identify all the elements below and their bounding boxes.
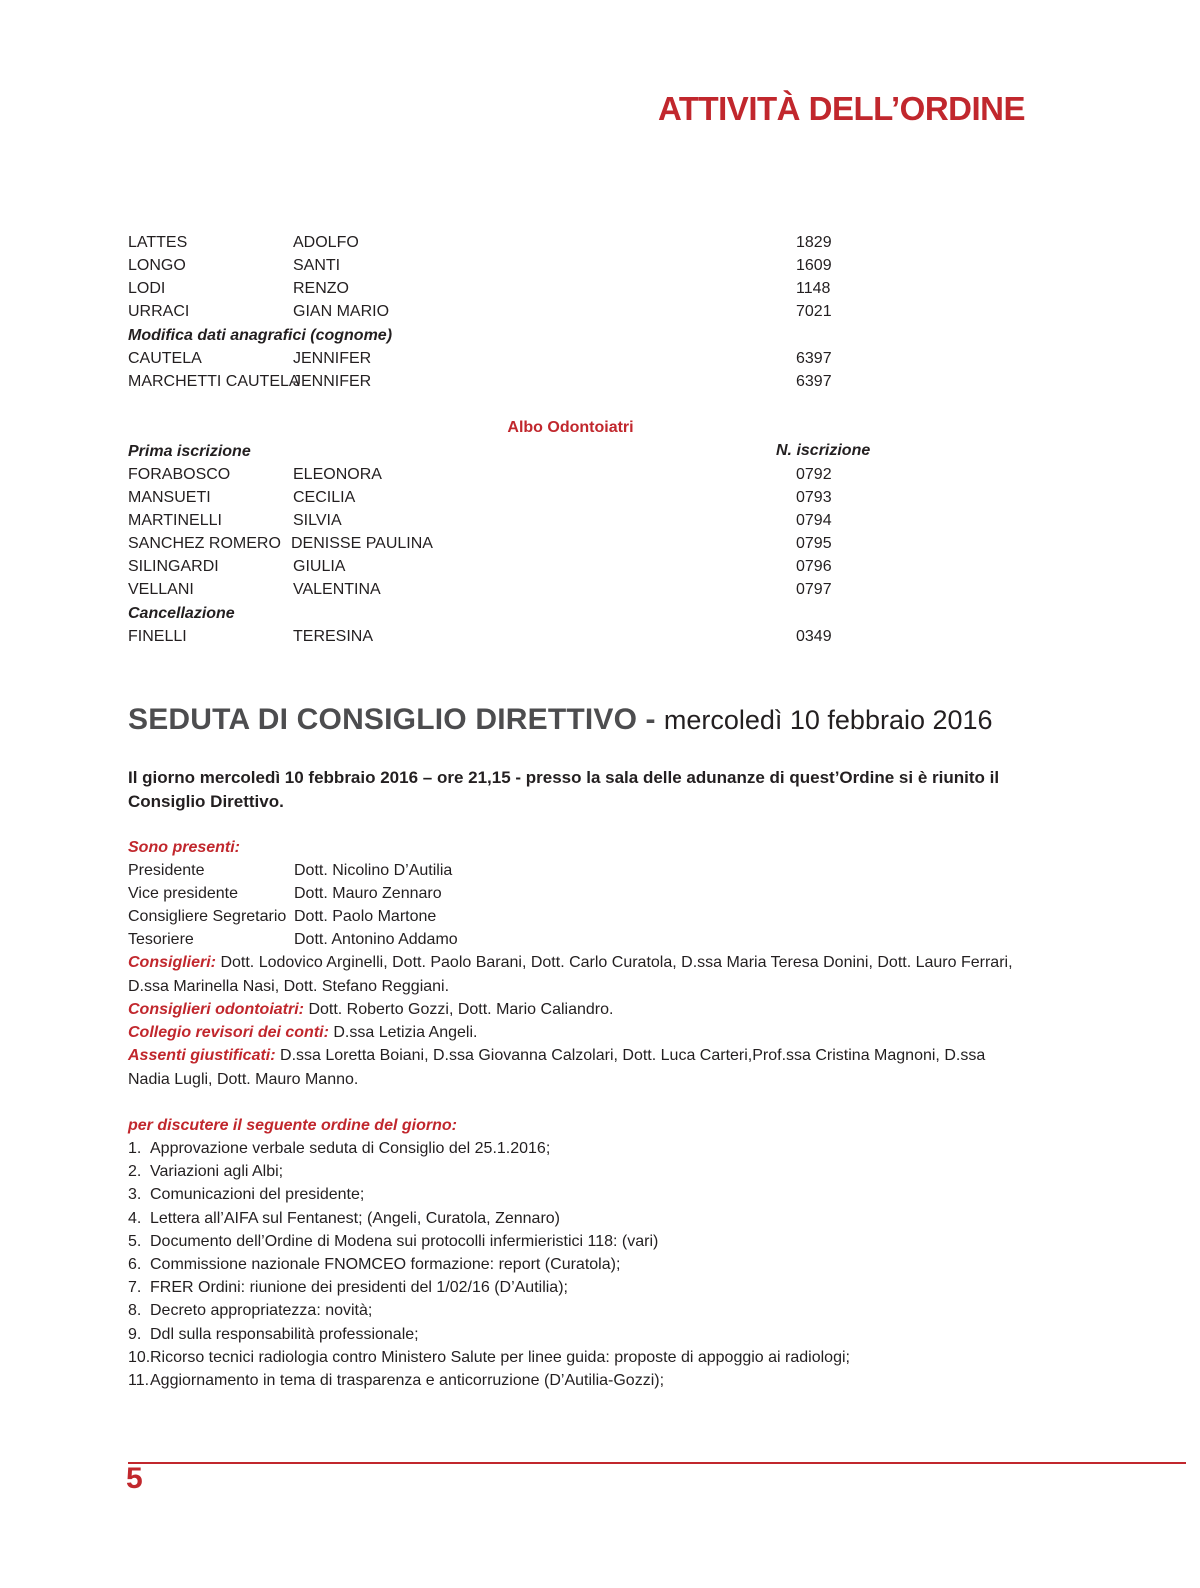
- agenda-item: [128, 1323, 850, 1346]
- given-name: RENZO: [293, 280, 349, 297]
- registration-number: 0792: [796, 466, 832, 483]
- registration-number: 0793: [796, 489, 832, 506]
- role-title: Vice presidente: [128, 885, 238, 902]
- role-person: Dott. Nicolino D’Autilia: [294, 862, 453, 879]
- cancellazione-subheading: Cancellazione: [128, 605, 235, 622]
- seduta-intro: Il giorno mercoledì 10 febbraio 2016 – ore 21,15 - presso la sala delle adunanze di quest’Ordine si è riunito il Consiglio Direttivo.: [128, 768, 1000, 811]
- registration-number: 6397: [796, 350, 832, 367]
- surname: LONGO: [128, 257, 186, 274]
- registration-number: 1609: [796, 257, 832, 274]
- given-name: JENNIFER: [293, 373, 372, 390]
- footer-divider: [128, 1462, 1186, 1464]
- odontoiatri-text: Dott. Roberto Gozzi, Dott. Mario Caliandro.: [304, 1001, 614, 1018]
- page-number: 5: [126, 1462, 143, 1495]
- given-name: ADOLFO: [293, 234, 359, 251]
- agenda-item: [128, 1137, 850, 1160]
- agenda-item: [128, 1207, 850, 1230]
- surname: MARCHETTI CAUTELA: [128, 373, 300, 390]
- surname: MANSUETI: [128, 489, 211, 506]
- surname: MARTINELLI: [128, 512, 222, 529]
- surname: LODI: [128, 280, 166, 297]
- revisori-paragraph: [128, 1021, 1018, 1045]
- odontoiatri-label: Consiglieri odontoiatri:: [128, 1001, 304, 1018]
- role-title: Tesoriere: [128, 931, 194, 948]
- given-name: GIULIA: [293, 558, 346, 575]
- registration-number: 0795: [796, 535, 832, 552]
- role-person: Dott. Paolo Martone: [294, 908, 437, 925]
- agenda-list: [128, 1137, 850, 1392]
- registration-number: 6397: [796, 373, 832, 390]
- albo-odontoiatri-title: Albo Odontoiatri: [507, 419, 634, 436]
- agenda-text: Lettera all’AIFA sul Fentanest; (Angeli, Curatola, Zennaro): [150, 1209, 560, 1227]
- agenda-text: Documento dell’Ordine di Modena sui protocolli infermieristici 118: (vari): [150, 1232, 659, 1250]
- agenda-text: Ddl sulla responsabilità professionale;: [150, 1325, 419, 1343]
- consiglieri-paragraph: [128, 951, 1018, 998]
- surname: URRACI: [128, 303, 190, 320]
- registration-number: 1829: [796, 234, 832, 251]
- registration-number: 0349: [796, 628, 832, 645]
- registration-number: 0796: [796, 558, 832, 575]
- given-name: TERESINA: [293, 628, 374, 645]
- agenda-item: [128, 1346, 850, 1369]
- agenda-number: 8.: [128, 1302, 142, 1320]
- odontoiatri-paragraph: [128, 998, 1018, 1022]
- seduta-title-dash: -: [637, 703, 664, 736]
- surname: FINELLI: [128, 628, 187, 645]
- agenda-item: [128, 1299, 850, 1322]
- given-name: SILVIA: [293, 512, 342, 529]
- role-person: Dott. Mauro Zennaro: [294, 885, 442, 902]
- role-title: Presidente: [128, 862, 205, 879]
- agenda-number: 10.: [128, 1348, 151, 1366]
- agenda-text: Decreto appropriatezza: novità;: [150, 1302, 373, 1320]
- given-name: JENNIFER: [293, 350, 372, 367]
- seduta-title: SEDUTA DI CONSIGLIO DIRETTIVO: [128, 703, 638, 736]
- n-iscrizione-header: N. iscrizione: [776, 442, 871, 459]
- agenda-number: 2.: [128, 1163, 142, 1181]
- surname: SILINGARDI: [128, 558, 219, 575]
- agenda-text: Ricorso tecnici radiologia contro Ministero Salute per linee guida: proposte di appoggio ai radiologi;: [150, 1348, 850, 1366]
- agenda-item: [128, 1276, 850, 1299]
- registration-number: 0794: [796, 512, 832, 529]
- seduta-date: mercoledì 10 febbraio 2016: [663, 705, 993, 735]
- agenda-number: 6.: [128, 1255, 142, 1273]
- registration-number: 7021: [796, 303, 832, 320]
- agenda-text: Aggiornamento in tema di trasparenza e anticorruzione (D’Autilia-Gozzi);: [150, 1371, 665, 1389]
- given-name: DENISSE PAULINA: [291, 535, 433, 552]
- agenda-text: Variazioni agli Albi;: [150, 1163, 284, 1181]
- agenda-text: FRER Ordini: riunione dei presidenti del 1/02/16 (D’Autilia);: [150, 1279, 568, 1297]
- modifica-subheading: Modifica dati anagrafici (cognome): [128, 327, 393, 344]
- given-name: GIAN MARIO: [293, 303, 390, 320]
- surname: SANCHEZ ROMERO: [128, 535, 281, 552]
- seduta-heading: [128, 703, 993, 737]
- agenda-item: [128, 1230, 850, 1253]
- given-name: SANTI: [293, 257, 341, 274]
- agenda-text: Commissione nazionale FNOMCEO formazione: report (Curatola);: [150, 1255, 621, 1273]
- surname: CAUTELA: [128, 350, 202, 367]
- consiglieri-text: Dott. Lodovico Arginelli, Dott. Paolo Barani, Dott. Carlo Curatola, D.ssa Maria Teresa Donini, Dott. Lauro Ferrari, D.ssa Marinella Nasi, Dott. Stefano Reggiani.: [128, 954, 1013, 995]
- surname: VELLANI: [128, 581, 194, 598]
- role-title: Consigliere Segretario: [128, 908, 287, 925]
- agenda-number: 5.: [128, 1232, 142, 1250]
- consiglieri-label: Consiglieri:: [128, 954, 217, 971]
- agenda-text: Comunicazioni del presidente;: [150, 1186, 365, 1204]
- given-name: CECILIA: [293, 489, 356, 506]
- agenda-number: 9.: [128, 1325, 142, 1343]
- section-title: ATTIVITÀ DELL’ORDINE: [657, 90, 1025, 127]
- given-name: ELEONORA: [293, 466, 382, 483]
- agenda-number: 7.: [128, 1279, 142, 1297]
- odg-label: per discutere il seguente ordine del giorno:: [128, 1117, 457, 1134]
- agenda-number: 4.: [128, 1209, 142, 1227]
- assenti-text: D.ssa Loretta Boiani, D.ssa Giovanna Calzolari, Dott. Luca Carteri,Prof.ssa Cristina Magnoni, D.ssa Nadia Lugli, Dott. Mauro Manno.: [128, 1047, 986, 1088]
- presenti-label: Sono presenti:: [128, 839, 241, 856]
- assenti-paragraph: [128, 1044, 1018, 1091]
- surname: FORABOSCO: [128, 466, 231, 483]
- agenda-item: [128, 1183, 850, 1206]
- revisori-label: Collegio revisori dei conti:: [128, 1024, 329, 1041]
- agenda-item: [128, 1253, 850, 1276]
- agenda-item: [128, 1160, 850, 1183]
- registration-number: 0797: [796, 581, 832, 598]
- agenda-number: 11.: [128, 1371, 150, 1389]
- prima-iscrizione-subheading: Prima iscrizione: [128, 443, 251, 460]
- agenda-number: 3.: [128, 1186, 142, 1204]
- surname: LATTES: [128, 234, 188, 251]
- assenti-label: Assenti giustificati:: [128, 1047, 276, 1064]
- agenda-item: [128, 1369, 850, 1392]
- agenda-text: Approvazione verbale seduta di Consiglio del 25.1.2016;: [150, 1140, 551, 1157]
- role-person: Dott. Antonino Addamo: [294, 931, 458, 948]
- agenda-number: 1.: [128, 1140, 142, 1157]
- registration-number: 1148: [796, 280, 831, 297]
- given-name: VALENTINA: [293, 581, 381, 598]
- revisori-text: D.ssa Letizia Angeli.: [328, 1024, 478, 1041]
